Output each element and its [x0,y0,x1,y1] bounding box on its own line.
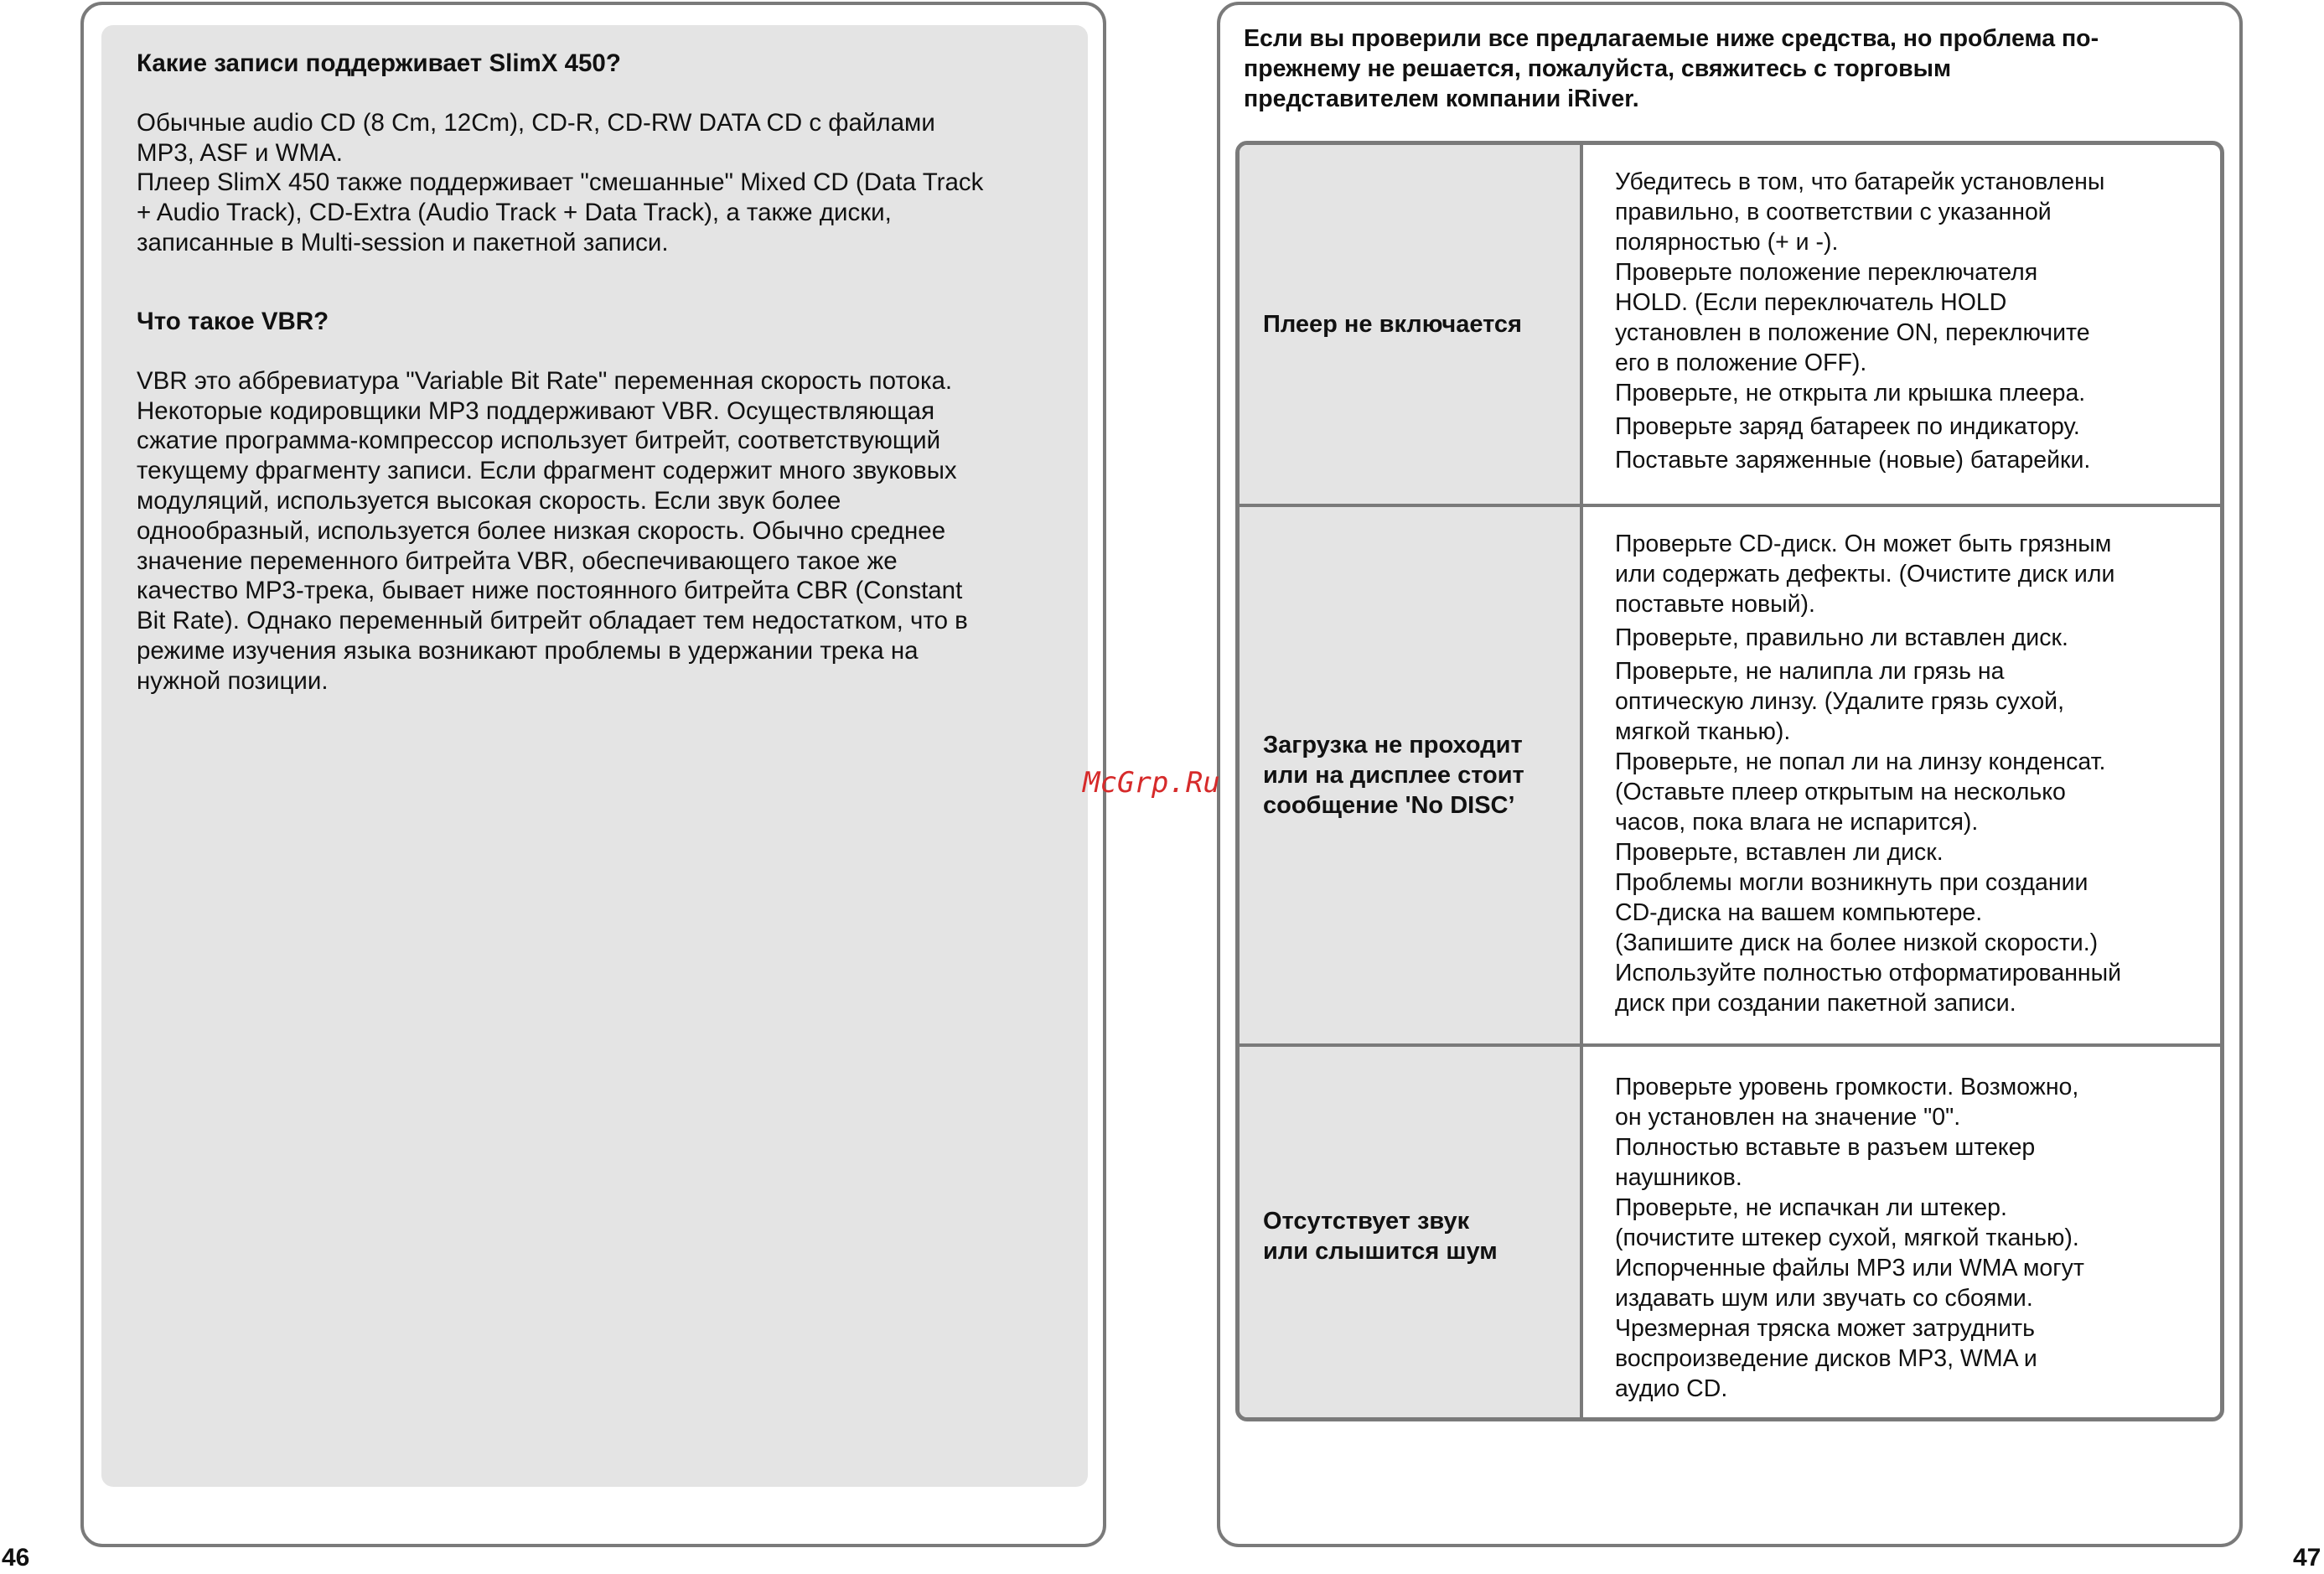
faq-question: Какие записи поддерживает SlimX 450? [137,49,621,77]
faq-item [137,49,1075,258]
solution-cell: Убедитесь в том, что батарейк установлены правильно, в соответствии с указанной полярностью (+ и -). Проверьте положение переключателя HOLD. (Если переключатель HOLD установлен в положение ON, переключите его в положение OFF). Проверьте, не открыта ли крышка плеера. Проверьте заряд батареек по индикатору. Поставьте заряженные (новые) батарейки. [1615,168,2105,474]
faq-answer: VBR это аббревиатура "Variable Bit Rate" переменная скорость потока. Некоторые кодировщики MP3 поддерживают VBR. Осуществляющая сжатие программа-компрессор использует битрейт, соответствующий текущему фрагменту записи. Если фрагмент содержит много звуковых модуляций, используется высокая скорость. Если звук более однообразный, используется более низкая скорость. Обычно среднее значение переменного битрейта VBR, обеспечивающего такое же качество MP3-трека, бывает ниже постоянного битрейта CBR (Constant Bit Rate). Однако переменный битрейт обладает тем недостатком, что в режиме изучения языка возникают проблемы в удержании трека на нужной позиции. [137,366,968,695]
problem-cell: Плеер не включается [1240,145,1583,504]
problem-cell: Отсутствует звук или слышится шум [1240,1047,1583,1421]
solution-cell: Проверьте уровень громкости. Возможно, он установлен на значение "0". Полностью вставьте в разъем штекер наушников. Проверьте, не испачкан ли штекер. (почистите штекер сухой, мягкой тканью). Испорченные файлы MP3 или WMA могут издавать шум или звучать со сбоями. Чрезмерная тряска может затруднить воспроизведение дисков MP3, WMA и аудио CD. [1615,1074,2084,1402]
faq-question: Что такое VBR? [137,308,329,335]
troubleshooting-intro: Если вы проверили все предлагаемые ниже средства, но проблема по- прежнему не решается, пожалуйста, свяжитесь с торговым представителем компании iRiver. [1244,25,2099,112]
faq-item [137,307,1075,696]
solution-cell: Проверьте CD-диск. Он может быть грязным или содержать дефекты. (Очистите диск или поставьте новый). Проверьте, правильно ли вставлен диск. Проверьте, не налипла ли грязь на оптическую линзу. (Удалите грязь сухой, мягкой тканью). Проверьте, не попал ли на линзу конденсат. (Оставьте плеер открытым на несколько часов, пока влага не испарится). Проверьте, вставлен ли диск. Проблемы могли возникнуть при создании CD-диска на вашем компьютере. (Запишите диск на более низкой скорости.) Используйте полностью отформатированный диск при создании пакетной записи. [1615,531,2122,1017]
watermark: McGrp.Ru [1083,766,1220,800]
table-row [1240,145,2220,504]
table-row [1240,1043,2220,1421]
faq-answer: Обычные audio CD (8 Cm, 12Cm), CD-R, CD-RW DATA CD с файлами MP3, ASF и WMA. Плеер SlimX 450 также поддерживает "смешанные" Mixed CD (Data Track + Audio Track), CD-Extra (Audio Track + Data Track), а также диски, записанные в Multi-session и пакетной записи. [137,108,984,256]
page-number-left: 46 [2,1544,30,1571]
problem-cell: Загрузка не проходит или на дисплее стоит сообщение 'No DISC’ [1240,507,1583,1043]
table-row [1240,504,2220,1043]
troubleshooting-table [1235,141,2224,1421]
page-number-right: 47 [2293,1544,2321,1571]
